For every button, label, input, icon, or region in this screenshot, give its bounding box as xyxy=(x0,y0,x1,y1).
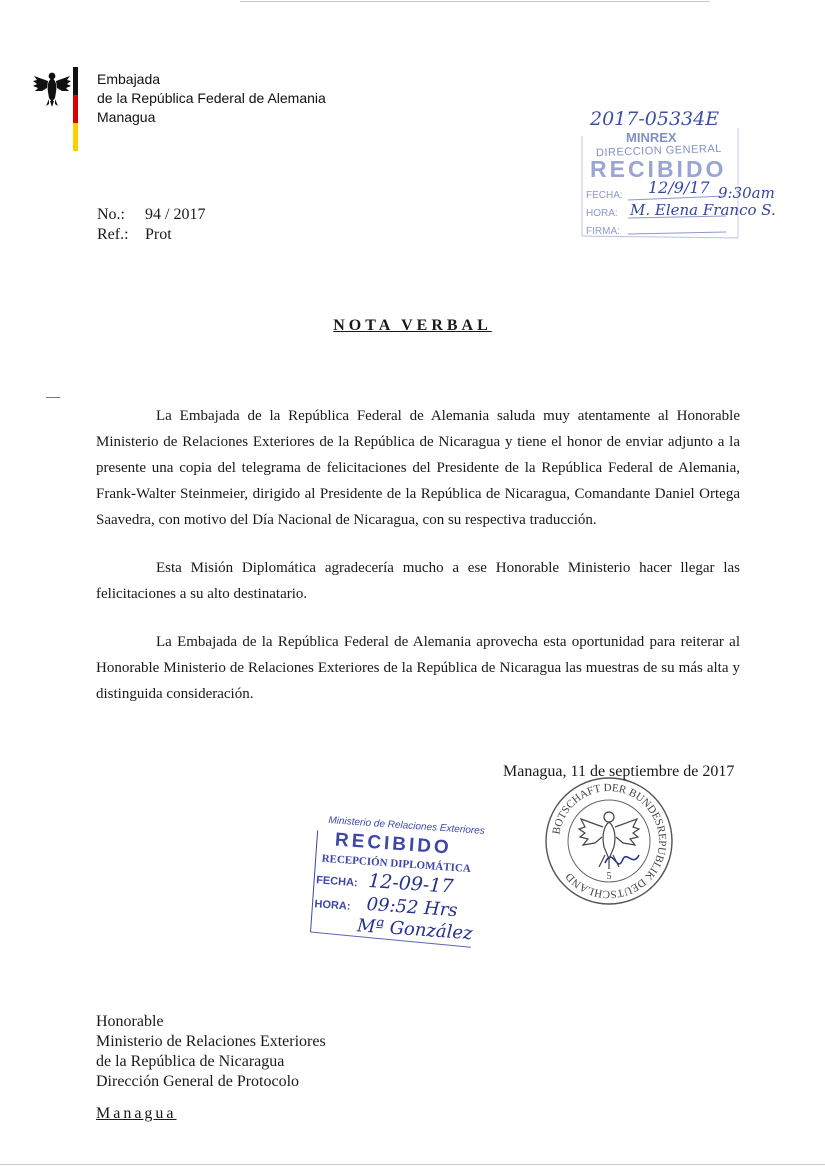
no-value: 94 / 2017 xyxy=(145,206,206,223)
document-body xyxy=(96,403,740,729)
body-paragraph: Esta Misión Diplomática agradecería mucho a ese Honorable Ministerio hacer llegar las felicitaciones a su alto destinatario. xyxy=(96,560,740,602)
body-paragraph: La Embajada de la República Federal de Alemania aprovecha esta oportunidad para reiterar al Honorable Ministerio de Relaciones Exteriores de la República de Nicaragua las muestras de su más alta y distinguida consideración. xyxy=(96,634,740,702)
no-label: No.: xyxy=(97,206,125,223)
ref-label: Ref.: xyxy=(97,226,129,243)
fold-mark xyxy=(46,397,60,398)
stamp-field-label: FIRMA: xyxy=(586,226,620,237)
stamp-field-label: HORA: xyxy=(586,208,618,219)
addressee-line: de la República de Nicaragua xyxy=(96,1053,285,1070)
reference-block xyxy=(97,205,205,245)
handwritten-time: 9:30am xyxy=(718,184,775,202)
flag-gold xyxy=(73,123,78,151)
federal-eagle-icon xyxy=(32,68,72,108)
flag-red xyxy=(73,95,78,123)
stamp-line: MINREX xyxy=(626,130,677,145)
scan-edge-top xyxy=(240,1,710,2)
seal-ring-text: BOTSCHAFT DER BUNDESREPUBLIK DEUTSCHLAND xyxy=(550,781,669,901)
handwritten-signature: Mª González xyxy=(356,915,474,945)
embassy-seal xyxy=(543,775,675,907)
stamp-received-text: RECIBIDO xyxy=(590,156,727,182)
german-flag-bar xyxy=(73,67,78,151)
stamp-field-label: FECHA: xyxy=(315,874,359,890)
handwritten-file-number: 2017-05334E xyxy=(590,108,720,130)
handwritten-date: 12/9/17 xyxy=(648,178,710,197)
stamp-line: DIRECCION GENERAL xyxy=(595,142,723,160)
stamp-field-label: FECHA: xyxy=(586,190,623,201)
addressee-line: Honorable xyxy=(96,1013,164,1030)
handwritten-time: 09:52 Hrs xyxy=(365,893,459,922)
stamp-line: Ministerio de Relaciones Exteriores xyxy=(327,815,486,837)
scan-edge-bottom xyxy=(0,1164,825,1165)
document-title: NOTA VERBAL xyxy=(333,317,492,334)
handwritten-name: M. Elena Franco S. xyxy=(630,201,776,219)
letterhead xyxy=(97,70,326,127)
ref-value: Prot xyxy=(145,226,172,243)
addressee-block xyxy=(96,1012,326,1092)
letterhead-line: Managua xyxy=(97,109,156,125)
recepcion-diplomatica-stamp xyxy=(306,812,490,959)
seal-eagle-icon xyxy=(579,812,639,869)
minrex-received-stamp xyxy=(578,108,778,240)
stamp-line: RECEPCIÓN DIPLOMÁTICA xyxy=(321,852,472,876)
stamp-received-text: RECIBIDO xyxy=(334,829,453,859)
body-paragraph: La Embajada de la República Federal de Alemania saluda muy atentamente al Honorable Ministerio de Relaciones Exteriores de la República de Nicaragua y tiene el honor de enviar adjunto a la presente una copia del telegrama de felicitaciones del Presidente de la República Federal de Alemania, Frank-Walter Steinmeier, dirigido al Presidente de la República de Nicaragua, Comandante Daniel Ortega Saavedra, con motivo del Día Nacional de Nicaragua, con su respectiva traducción. xyxy=(96,408,740,528)
letterhead-line: Embajada xyxy=(97,71,161,87)
stamp-field-label: HORA: xyxy=(314,898,351,913)
addressee-line: Dirección General de Protocolo xyxy=(96,1073,300,1090)
handwritten-date: 12-09-17 xyxy=(367,869,455,898)
addressee-line: Ministerio de Relaciones Exteriores xyxy=(96,1033,326,1050)
flag-black xyxy=(73,67,78,95)
date-line: Managua, 11 de septiembre de 2017 xyxy=(503,763,735,780)
signature-scribble xyxy=(605,855,639,864)
seal-number: 5 xyxy=(606,871,612,882)
letterhead-line: de la República Federal de Alemania xyxy=(97,90,326,106)
addressee-city: Managua xyxy=(96,1105,177,1122)
